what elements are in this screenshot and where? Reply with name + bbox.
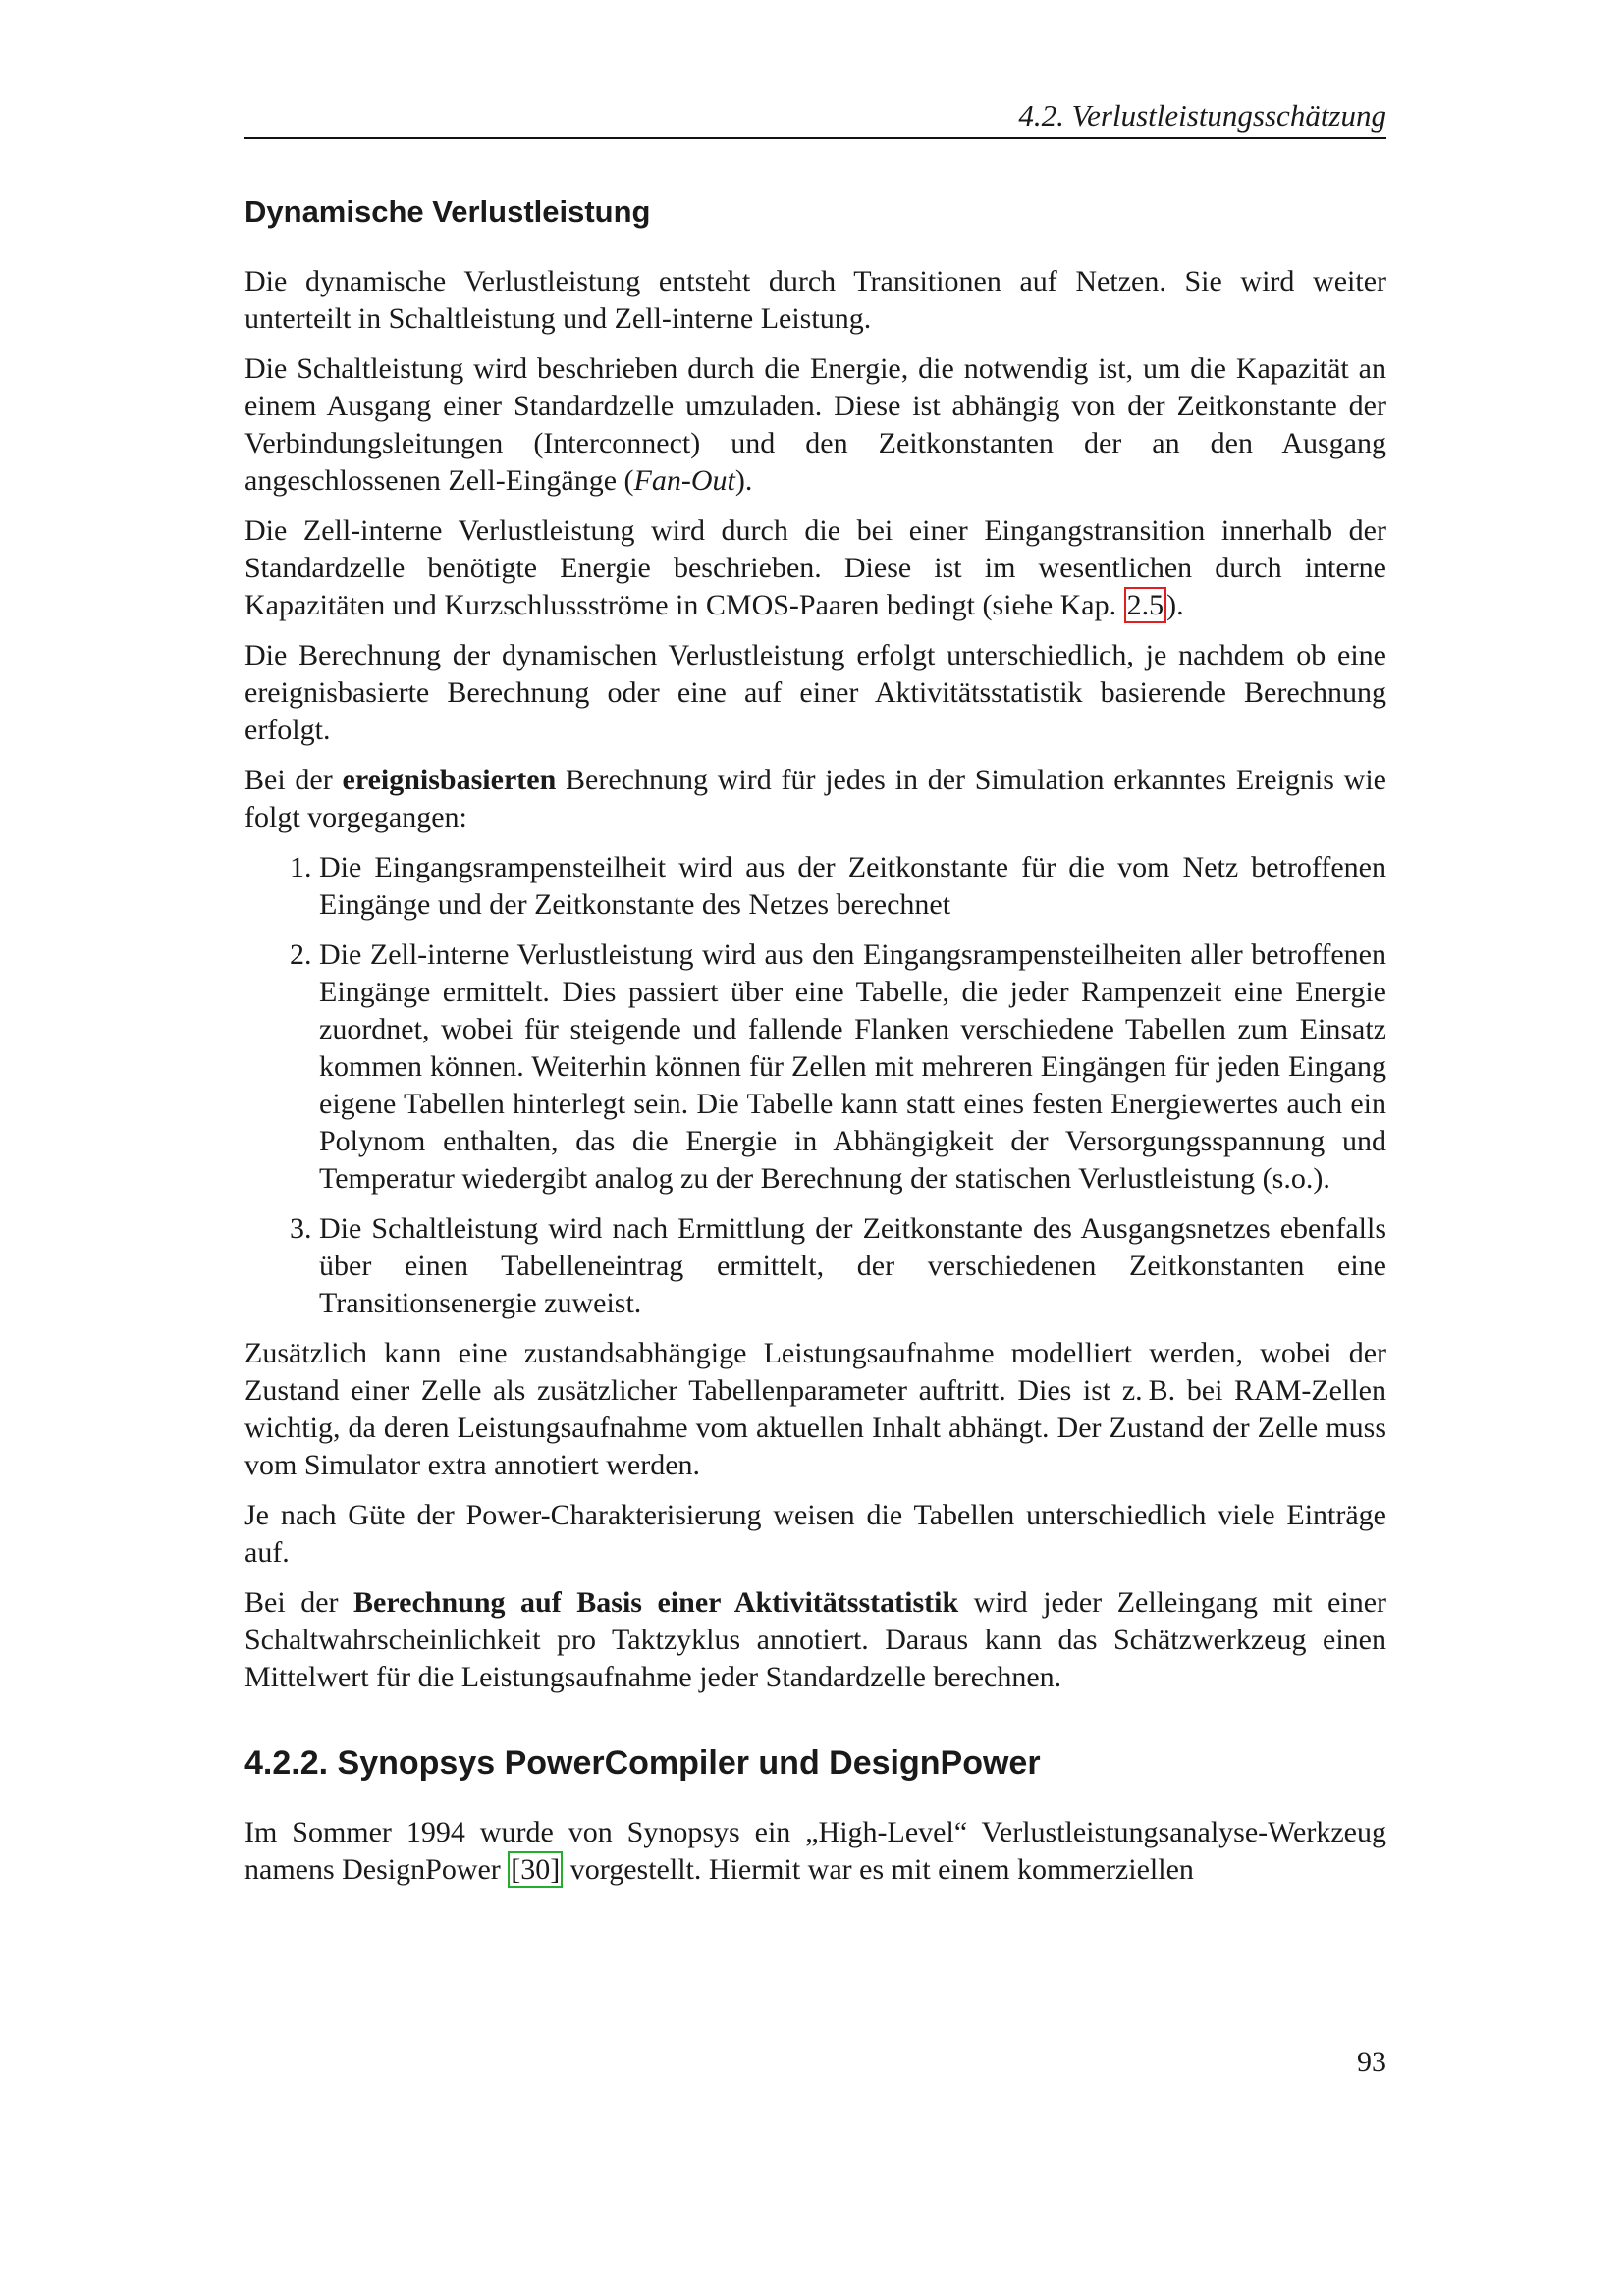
- text-run: Bei der: [244, 1586, 354, 1619]
- body-text: [244, 263, 1386, 1901]
- text-run: Die Zell-interne Verlustleistung wird durch die bei einer Eingangstransition innerhalb der Standardzelle benötigte Energie beschrieben. Diese ist im wesentlichen durch interne Kapazitäten und Kurzschlussströme in CMOS-Paaren bedingt (siehe Kap.: [244, 514, 1386, 621]
- list-item: 3. Die Schaltleistung wird nach Ermittlung der Zeitkonstante des Ausgangsnetzes ebenfalls über einen Tabelleneintrag ermittelt, der verschiedenen Zeitkonstanten eine Transitionsenergie zuweist.: [319, 1210, 1386, 1322]
- section-heading: 4.2.2. Synopsys PowerCompiler und DesignPower: [244, 1744, 1041, 1782]
- text-run: ).: [1166, 589, 1184, 621]
- list-item: 1. Die Eingangsrampensteilheit wird aus der Zeitkonstante für die vom Netz betroffenen Eingänge und der Zeitkonstante des Netzes berechnet: [319, 849, 1386, 924]
- paragraph: [244, 1814, 1386, 1889]
- chapter-reference-link[interactable]: 2.5: [1124, 587, 1167, 623]
- list-item: 2. Die Zell-interne Verlustleistung wird aus den Eingangsrampensteilheiten aller betroffenen Eingänge ermittelt. Dies passiert über eine Tabelle, die jeder Rampenzeit eine Energie zuordnet, wobei für steigende und fallende Flanken verschiedene Tabellen zum Einsatz kommen können. Weiterhin können für Zellen mit mehreren Eingängen für jeden Eingang eigene Tabellen hinterlegt sein. Die Tabelle kann statt eines festen Energiewertes auch ein Polynom enthalten, das die Energie in Abhängigkeit der Versorgungsspannung und Temperatur wiedergibt analog zu der Berechnung der statischen Verlustleistung (s.o.).: [319, 936, 1386, 1198]
- numbered-list: [244, 849, 1386, 1322]
- paragraph: [244, 350, 1386, 500]
- page-number: 93: [1357, 2046, 1386, 2078]
- page: [244, 96, 1387, 1886]
- bold-term: Berechnung auf Basis einer Aktivitätsstatistik: [353, 1586, 959, 1619]
- text-run: Bei der: [244, 764, 343, 796]
- paragraph: Je nach Güte der Power-Charakterisierung weisen die Tabellen unterschiedlich viele Einträge auf.: [244, 1499, 1386, 1569]
- bold-term: ereignisbasierten: [342, 764, 557, 796]
- paragraph: Die Berechnung der dynamischen Verlustleistung erfolgt unterschiedlich, je nachdem ob eine ereignisbasierte Berechnung oder eine auf einer Aktivitätsstatistik basierende Berechnung erfolgt.: [244, 639, 1386, 746]
- paragraph: Zusätzlich kann eine zustandsabhängige Leistungsaufnahme modelliert werden, wobei der Zustand einer Zelle als zusätzlicher Tabellenparameter auftritt. Dies ist z. B. bei RAM-Zellen wichtig, da deren Leistungsaufnahme vom aktuellen Inhalt abhängt. Der Zustand der Zelle muss vom Simulator extra annotiert werden.: [244, 1337, 1386, 1481]
- citation-reference-link[interactable]: [30]: [508, 1851, 563, 1888]
- text-run: wird jeder Zelleingang mit einer Schaltwahrscheinlichkeit pro Taktzyklus annotiert. Daraus kann das Schätzwerkzeug einen Mittelwert für die Leistungsaufnahme jeder Standardzelle berechnen.: [244, 1586, 1387, 1693]
- paragraph: Die dynamische Verlustleistung entsteht durch Transitionen auf Netzen. Sie wird weiter unterteilt in Schaltleistung und Zell-interne Leistung.: [244, 265, 1386, 335]
- text-run: ).: [734, 464, 753, 497]
- subheading-dynamische-verlustleistung: Dynamische Verlustleistung: [244, 194, 651, 229]
- paragraph: [244, 1584, 1386, 1696]
- running-header: 4.2. Verlustleistungsschätzung: [244, 96, 1386, 139]
- emphasis-fan-out: Fan-Out: [633, 464, 735, 497]
- text-run: vorgestellt. Hiermit war es mit einem kommerziellen: [563, 1853, 1194, 1886]
- paragraph: [244, 512, 1386, 624]
- paragraph: [244, 762, 1386, 836]
- text-run: Die Schaltleistung wird beschrieben durch die Energie, die notwendig ist, um die Kapazität an einem Ausgang einer Standardzelle umzuladen. Diese ist abhängig von der Zeitkonstante der Verbindungsleitungen (Interconnect) und den Zeitkonstanten der an den Ausgang angeschlossenen Zell-Eingänge (: [244, 352, 1386, 497]
- text-run: Berechnung wird für jedes in der Simulation erkanntes Ereignis wie folgt vorgegangen:: [244, 764, 1386, 833]
- text-run: Im Sommer 1994 wurde von Synopsys ein „High-Level“ Verlustleistungsanalyse-Werkzeug namens DesignPower: [244, 1816, 1386, 1886]
